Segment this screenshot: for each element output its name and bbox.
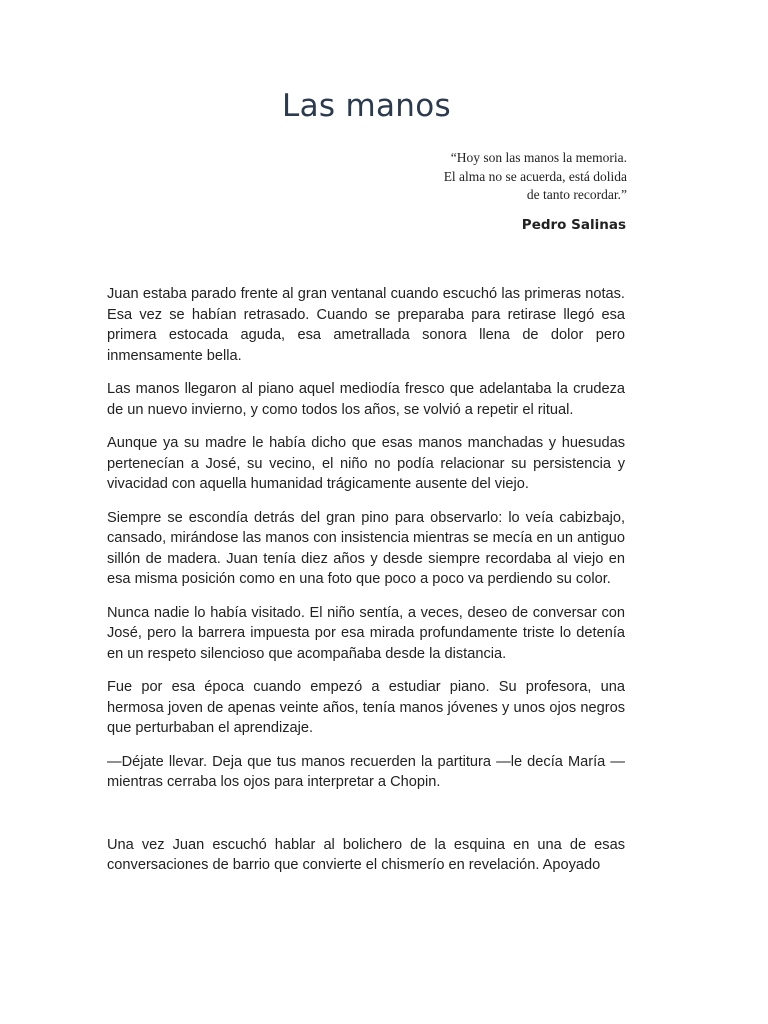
epigraph-line: El alma no se acuerda, está dolida bbox=[443, 168, 627, 184]
paragraph: Fue por esa época cuando empezó a estudiar piano. Su profesora, una hermosa joven de apenas veinte años, tenía manos jóvenes y unos ojos negros que perturbaban el aprendizaje. bbox=[107, 679, 625, 736]
paragraph: Las manos llegaron al piano aquel mediodía fresco que adelantaba la crudeza de un nuevo invierno, y como todos los años, se volvió a repetir el ritual. bbox=[107, 381, 625, 418]
page-title: Las manos bbox=[282, 88, 451, 124]
paragraph: Aunque ya su madre le había dicho que esas manos manchadas y huesudas pertenecían a José, su vecino, el niño no podía relacionar su persistencia y vivacidad con aquella humanidad trágicamente ausente del viejo. bbox=[107, 435, 625, 492]
paragraph: Juan estaba parado frente al gran ventanal cuando escuchó las primeras notas. Esa vez se habían retrasado. Cuando se preparaba para retirase llegó esa primera estocada aguda, esa ametrallada sonora llena de dolor pero inmensamente bella. bbox=[107, 286, 625, 364]
paragraph: —Déjate llevar. Deja que tus manos recuerden la partitura —le decía María — mientras cerraba los ojos para interpretar a Chopin. bbox=[107, 753, 625, 790]
paragraph: Siempre se escondía detrás del gran pino para observarlo: lo veía cabizbajo, cansado, mirándose las manos con insistencia mientras se mecía en un antiguo sillón de madera. Juan tenía diez años y desde siempre recordaba al viejo en esa misma posición como en una foto que poco a poco va perdiendo su color. bbox=[107, 509, 625, 587]
paragraph: Nunca nadie lo había visitado. El niño sentía, a veces, deseo de conversar con José, pero la barrera impuesta por esa mirada profundamente triste lo detenía en un respeto silencioso que acompañaba desde la distancia. bbox=[107, 604, 625, 662]
epigraph-line: “Hoy son las manos la memoria. bbox=[450, 150, 627, 165]
story-body bbox=[107, 284, 625, 889]
epigraph-author: Pedro Salinas bbox=[521, 217, 626, 233]
epigraph-quote bbox=[444, 149, 627, 205]
paragraph: Una vez Juan escuchó hablar al bolichero de la esquina en una de esas conversaciones de barrio que convierte el chismerío en revelación. Apoyado bbox=[107, 836, 625, 873]
epigraph-line: de tanto recordar.” bbox=[526, 187, 627, 202]
